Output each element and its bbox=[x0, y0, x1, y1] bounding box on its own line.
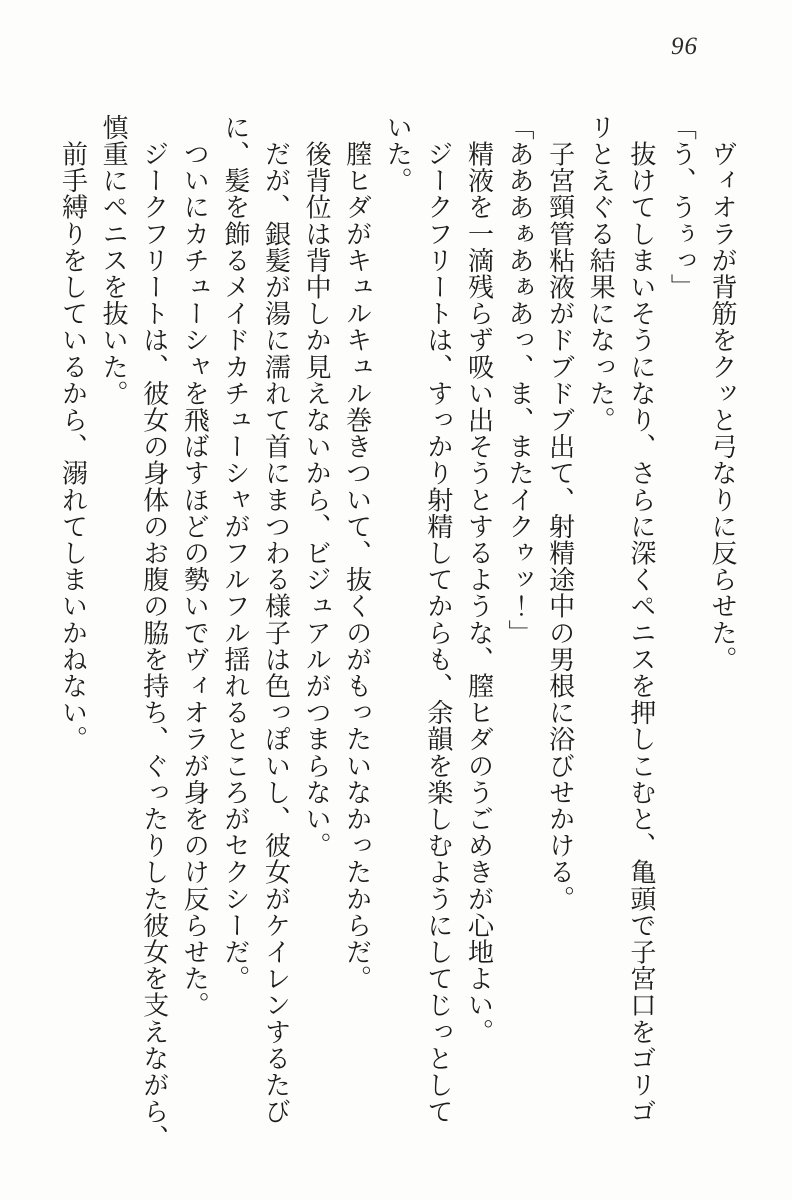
text-line-8: ジークフリートは、すっかり射精してからも、余韻を楽しむようにしてじっとして bbox=[423, 114, 453, 1125]
text-line-16: 慎重にペニスを抜いた。 bbox=[99, 114, 129, 407]
text-line-3: 抜けてしまいそうになり、さらに深くペニスを押しこむと、亀頭で子宮口をゴリゴ bbox=[626, 114, 656, 1125]
page-number: 96 bbox=[671, 33, 698, 60]
text-line-10: 膣ヒダがキュルキュル巻きついて、抜くのがもったいなかったからだ。 bbox=[342, 114, 372, 992]
body-text bbox=[52, 114, 742, 1176]
text-line-4: リとえぐる結果になった。 bbox=[586, 114, 616, 434]
text-line-14: ついにカチューシャを飛ばすほどの勢いでヴィオラが身をのけ反らせた。 bbox=[180, 114, 210, 1019]
text-line-12: だが、銀髪が湯に濡れて首にまつわる様子は色っぽいし、彼女がケイレンするたび bbox=[261, 114, 291, 1125]
text-line-1: ヴィオラが背筋をクッと弓なりに反らせた。 bbox=[708, 114, 737, 673]
text-line-5: 子宮頸管粘液がドブドブ出て、射精途中の男根に浴びせかける。 bbox=[545, 114, 575, 912]
text-line-15: ジークフリートは、彼女の身体のお腹の脇を持ち、ぐったりした彼女を支えながら、 bbox=[139, 114, 169, 1152]
text-line-9: いた。 bbox=[383, 114, 413, 194]
text-line-7: 精液を一滴残らず吸い出そうとするような、膣ヒダのうごめきが心地よい。 bbox=[464, 114, 494, 1045]
text-line-13: に、髪を飾るメイドカチューシャがフルフル揺れるところがセクシーだ。 bbox=[220, 114, 250, 992]
text-line-11: 後背位は背中しか見えないから、ビジュアルがつまらない。 bbox=[302, 114, 332, 859]
text-line-17: 前手縛りをしているから、溺れてしまいかねない。 bbox=[58, 114, 88, 753]
text-line-2: 「う、うぅっ」 bbox=[667, 114, 697, 301]
text-line-6: 「あああぁあぁあっ、ま、またイクゥッ！」 bbox=[505, 114, 535, 646]
